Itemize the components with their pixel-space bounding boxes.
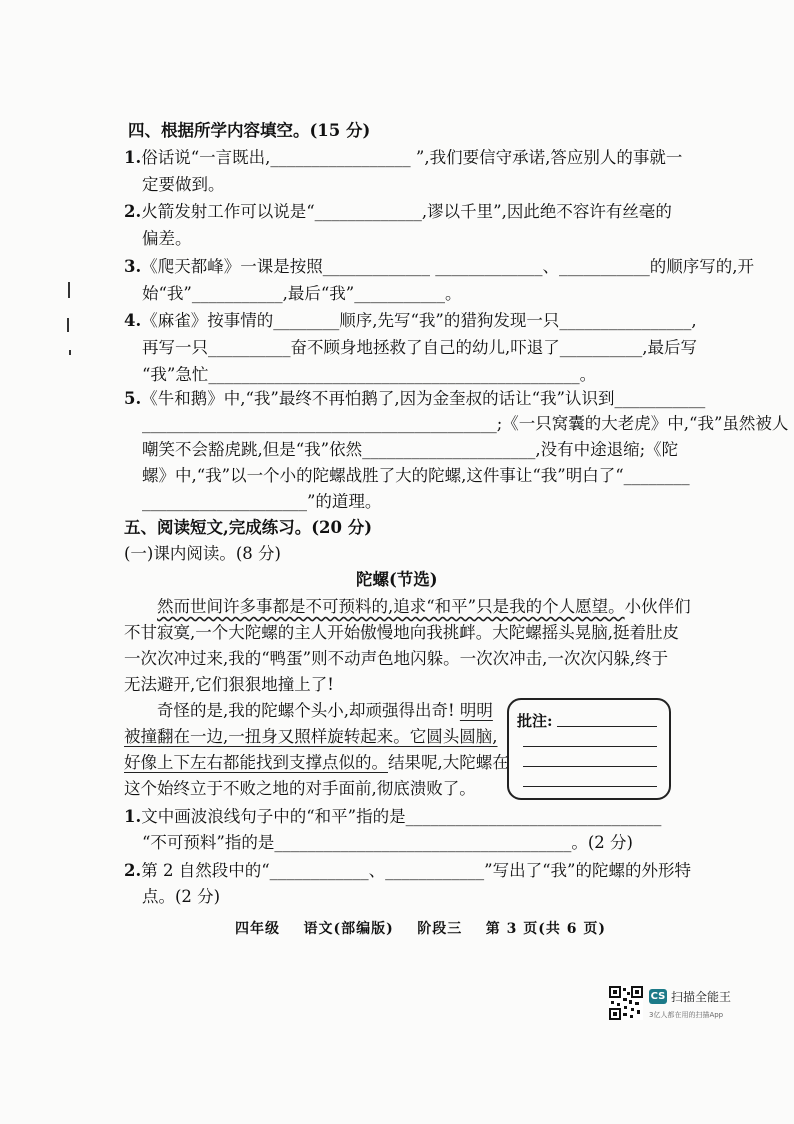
answer-blank[interactable]: _____________	[314, 202, 422, 221]
scanner-tagline: 3亿人都在用的扫描App	[649, 1011, 724, 1019]
passage-p1-line2: 不甘寂寞,一个大陀螺的主人开始傲慢地向我挑衅。大陀螺摇头晃脑,挺着肚皮	[124, 623, 679, 642]
section5-heading: 五、阅读短文,完成练习。(20 分)	[124, 518, 373, 537]
footer-stage: 阶段三	[417, 921, 463, 937]
passage-p1-line4: 无法避开,它们狠狠地撞上了!	[124, 675, 334, 694]
qr-code-icon	[609, 986, 643, 1020]
question-4-5-cont3: 螺》中,“我”以一个小的陀螺战胜了大的陀螺,这件事让“我”明白了“________	[142, 466, 690, 485]
answer-blank[interactable]: ________	[273, 311, 340, 330]
question-5-1-cont: “不可预料”指的是____________________________________。(2 分)	[142, 833, 633, 852]
scanner-app-name: 扫描全能王	[671, 990, 732, 1004]
answer-blank[interactable]: ___________	[614, 389, 706, 408]
passage-p2-line1: 奇怪的是,我的陀螺个头小,却顽强得出奇! 明明	[157, 701, 493, 720]
answer-blank[interactable]: __________	[559, 338, 643, 357]
answer-blank[interactable]: _____________________________________________	[208, 365, 580, 384]
footer-grade: 四年级	[235, 921, 280, 937]
answer-blank[interactable]: ____________________	[142, 492, 307, 511]
passage-p2-line3: 好像上下左右都能找到支撑点似的。结果呢,大陀螺在	[124, 753, 509, 772]
question-4-5-cont4: ____________________”的道理。	[142, 492, 382, 511]
binding-mark	[69, 350, 71, 355]
wavy-underlined-sentence: 然而世间许多事都是不可预料的,追求“和平”只是我的个人愿望。	[157, 597, 625, 616]
question-4-1-cont: 定要做到。	[142, 175, 225, 194]
passage-title: 陀螺(节选)	[356, 570, 438, 589]
answer-blank[interactable]: __________	[208, 338, 291, 357]
passage-p1-line1: 然而世间许多事都是不可预料的,追求“和平”只是我的个人愿望。小伙伴们	[157, 597, 691, 616]
section4-heading: 四、根据所学内容填空。(15 分)	[128, 121, 371, 140]
answer-blank[interactable]: ___________	[191, 284, 283, 303]
annotation-line	[523, 766, 657, 767]
question-5-2-cont: 点。(2 分)	[142, 887, 221, 906]
footer-page-number: 第 3 页(共 6 页)	[485, 921, 606, 937]
question-4-5: 5.《牛和鹅》中,“我”最终不再怕鹅了,因为金奎叔的话让“我”认识到___________	[124, 389, 706, 408]
question-4-3-cont: 始“我”___________,最后“我”___________。	[142, 284, 462, 303]
page-footer	[235, 918, 606, 938]
binding-mark	[67, 318, 69, 332]
annotation-line	[557, 726, 657, 727]
answer-blank[interactable]: ____________	[385, 861, 485, 880]
question-4-3: 3.《爬天都峰》一课是按照_____________ _____________、___________的顺序写的,开	[124, 257, 754, 276]
annotation-line	[523, 746, 657, 747]
answer-blank[interactable]: ___________	[558, 257, 650, 276]
question-4-4-cont: 再写一只__________奋不顾身地拯救了自己的幼儿,吓退了__________,最后写	[142, 338, 697, 357]
annotation-box[interactable]	[507, 698, 671, 800]
question-4-1: 1.俗话说“一言既出,_________________ ”,我们要信守承诺,答应别人的事就一	[124, 148, 683, 167]
answer-blank[interactable]: ________	[623, 466, 690, 485]
question-5-1: 1.文中画波浪线句子中的“和平”指的是_______________________________	[124, 807, 662, 826]
answer-blank[interactable]: ____________	[269, 861, 369, 880]
question-5-2: 2.第 2 自然段中的“____________、____________”写出了“我”的陀螺的外形特	[124, 861, 691, 880]
annotation-line	[523, 786, 657, 787]
answer-blank[interactable]: _____________	[322, 257, 430, 276]
footer-subject: 语文(部编版)	[303, 921, 394, 937]
question-4-5-cont2: 嘲笑不会豁虎跳,但是“我”依然_____________________,没有中途退缩;《陀	[142, 440, 679, 459]
binding-mark	[68, 282, 70, 298]
answer-blank[interactable]: ___________	[354, 284, 445, 303]
annotation-label: 批注:	[517, 712, 553, 730]
answer-blank[interactable]: ________________	[559, 311, 692, 330]
question-4-5-cont: ___________________________________________;《一只窝囊的大老虎》中,“我”虽然被人	[142, 414, 789, 433]
answer-blank[interactable]: _______________________________	[405, 807, 662, 826]
question-4-2-cont: 偏差。	[142, 229, 192, 248]
answer-blank[interactable]: ____________________________________	[274, 833, 572, 852]
passage-p1-line3: 一次次冲过来,我的“鸭蛋”则不动声色地闪躲。一次次冲击,一次次闪躲,终于	[124, 649, 669, 668]
passage-p2-line4: 这个始终立于不败之地的对手面前,彻底溃败了。	[124, 779, 476, 798]
underlined-sentence: 被撞翻在一边,一扭身又照样旋转起来。它圆头圆脑,	[124, 727, 498, 746]
camscanner-logo-icon: CS	[650, 991, 666, 1002]
answer-blank[interactable]: _____________	[435, 257, 543, 276]
answer-blank[interactable]: _____________________	[362, 440, 536, 459]
answer-blank[interactable]: ___________________________________________	[142, 414, 497, 433]
question-4-4: 4.《麻雀》按事情的________顺序,先写“我”的猎狗发现一只________________,	[124, 311, 697, 330]
passage-p2-line2	[124, 726, 498, 748]
question-4-2: 2.火箭发射工作可以说是“_____________,谬以千里”,因此绝不容许有丝毫的	[124, 202, 672, 221]
subsection-heading: (一)课内阅读。(8 分)	[124, 544, 281, 563]
question-4-4-cont2: “我”急忙_____________________________________________。	[142, 365, 597, 384]
answer-blank[interactable]: _________________	[270, 148, 411, 167]
